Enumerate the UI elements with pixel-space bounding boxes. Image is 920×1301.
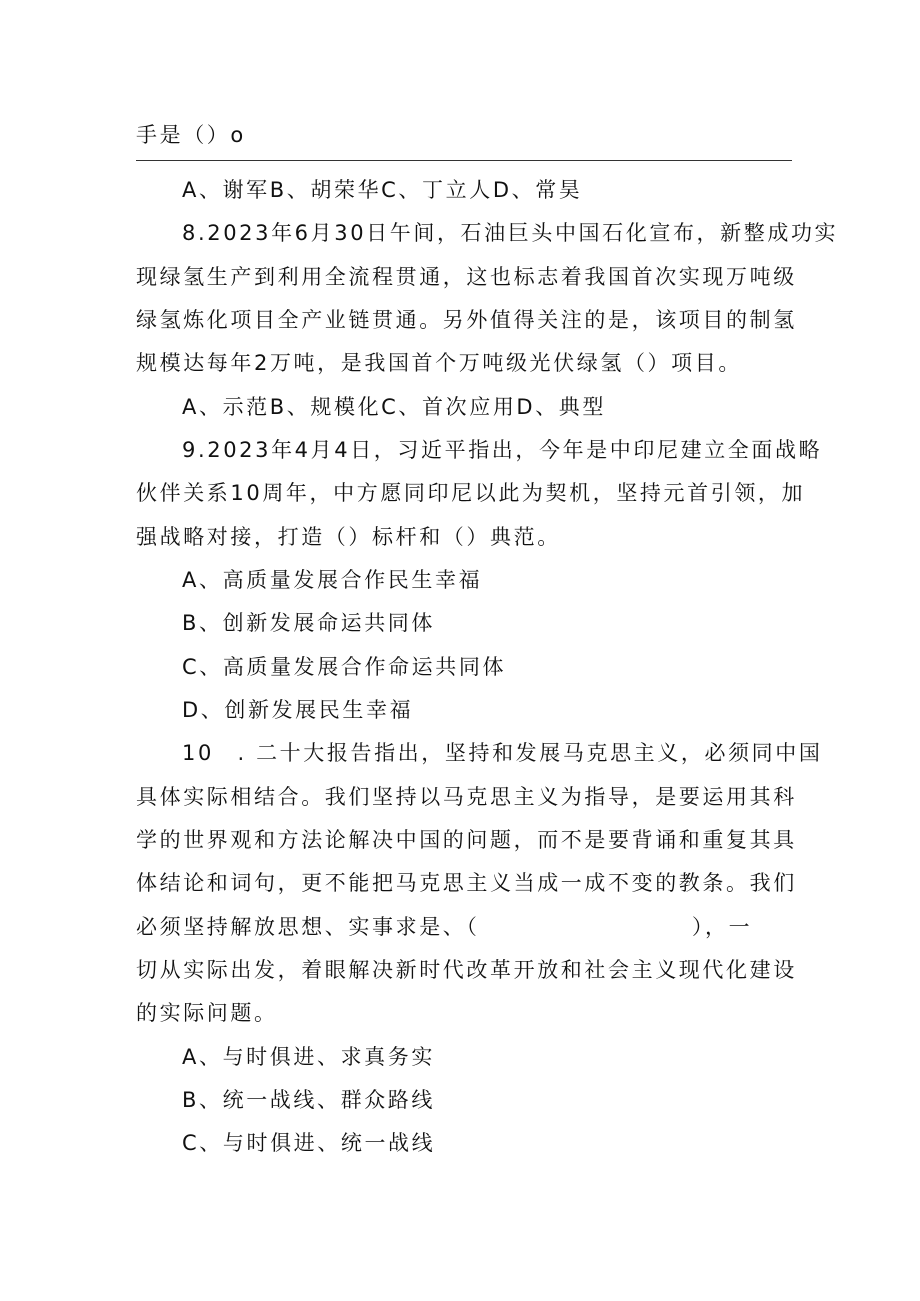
- question-8-line: 绿氢炼化项目全产业链贯通。另外值得关注的是，该项目的制氢: [136, 308, 797, 332]
- question-7-stem-fragment: 手是（）o: [136, 123, 246, 147]
- question-10-option-c: C、与时俱进、统一战线: [182, 1131, 436, 1155]
- question-9-option-b: B、创新发展命运共同体: [182, 611, 436, 635]
- question-10-line: 具体实际相结合。我们坚持以马克思主义为指导，是要运用其科: [136, 785, 797, 809]
- divider-rule: [136, 160, 792, 161]
- question-10-option-b: B、统一战线、群众路线: [182, 1088, 436, 1112]
- question-8-line: 8.2023年6月30日午间，石油巨头中国石化宣布，新整成功实: [182, 221, 839, 245]
- question-9-line: 9.2023年4月4日，习近平指出，今年是中印尼建立全面战略: [182, 438, 823, 462]
- question-7-options: A、谢军B、胡荣华C、丁立人D、常昊: [182, 178, 583, 202]
- question-10-line: 10 . 二十大报告指出，坚持和发展马克思主义，必须同中国: [182, 741, 823, 765]
- question-10-line: 体结论和词句，更不能把马克思主义当成一成不变的教条。我们: [136, 871, 797, 895]
- question-8-line: 现绿氢生产到利用全流程贯通，这也标志着我国首次实现万吨级: [136, 265, 797, 289]
- question-8-options: A、示范B、规模化C、首次应用D、典型: [182, 395, 607, 419]
- question-9-line: 强战略对接，打造（）标杆和（）典范。: [136, 525, 561, 549]
- question-9-line: 伙伴关系10周年，中方愿同印尼以此为契机，坚持元首引领，加: [136, 481, 806, 505]
- question-10-line: 必须坚持解放思想、实事求是、（ ），一: [136, 915, 753, 939]
- question-10-line: 学的世界观和方法论解决中国的问题，而不是要背诵和重复其具: [136, 828, 797, 852]
- question-10-option-a: A、与时俱进、求真务实: [182, 1045, 435, 1069]
- question-8-line: 规模达每年2万吨，是我国首个万吨级光伏绿氢（）项目。: [136, 351, 742, 375]
- question-9-option-c: C、高质量发展合作命运共同体: [182, 655, 507, 679]
- question-9-option-d: D、创新发展民生幸福: [182, 698, 414, 722]
- question-9-option-a: A、高质量发展合作民生幸福: [182, 568, 483, 592]
- question-10-line: 切从实际出发，着眼解决新时代改革开放和社会主义现代化建设: [136, 958, 797, 982]
- question-10-line: 的实际问题。: [136, 1001, 278, 1025]
